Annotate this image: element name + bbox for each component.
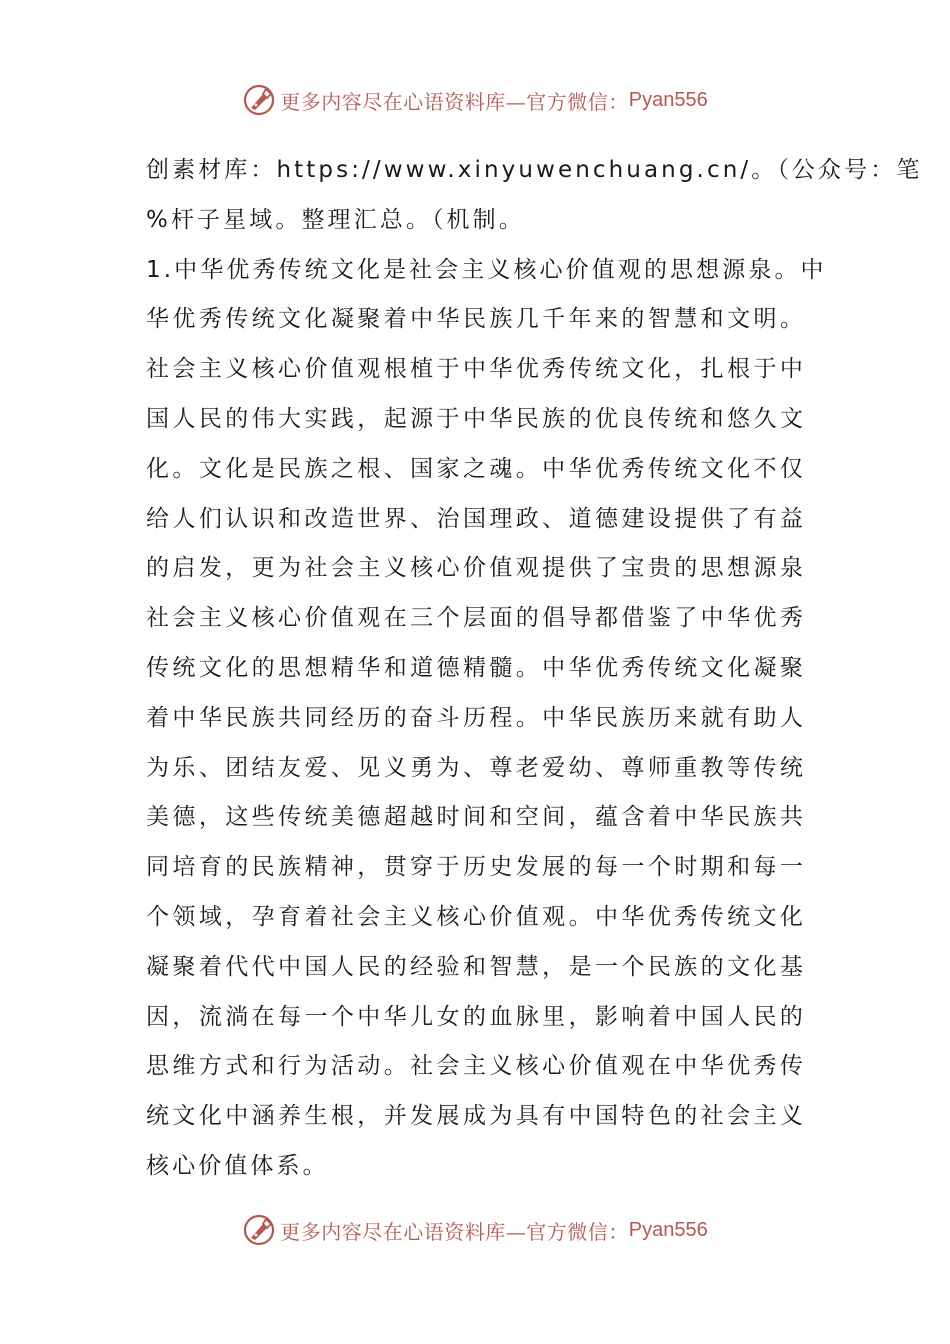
text-line: 核心价值体系。 [146,1152,329,1179]
pen-nib-logo-icon [242,1213,276,1247]
text-line: %杆子星域。整理汇总。（机制。 [146,206,525,233]
text-line: 同培育的民族精神，贯穿于历史发展的每一个时期和每一 [146,854,806,881]
header-wechat-id: Pyan556 [628,88,708,111]
footer-wechat-id: Pyan556 [628,1218,708,1241]
text-line: 的启发，更为社会主义核心价值观提供了宝贵的思想源泉 [146,555,806,582]
document-body [146,146,923,1192]
text-line: 创素材库：https://www.xinyuwenchuang.cn/。（公众号：笔 [146,157,923,183]
text-line: 美德，这些传统美德超越时间和空间，蕴含着中华民族共 [146,804,806,831]
header-banner [0,80,950,120]
header-banner-text: 更多内容尽在心语资料库—官方微信： [280,89,629,114]
pen-nib-logo-icon [242,83,276,117]
text-line: 为乐、团结友爱、见义勇为、尊老爱幼、尊师重教等传统 [146,754,806,781]
text-line: 华优秀传统文化凝聚着中华民族几千年来的智慧和文明。 [146,306,806,333]
text-line: 1.中华优秀传统文化是社会主义核心价值观的思想源泉。中 [146,256,827,283]
text-line: 国人民的伟大实践，起源于中华民族的优良传统和悠久文 [146,405,806,432]
footer-banner-text: 更多内容尽在心语资料库—官方微信： [280,1219,629,1244]
text-line: 传统文化的思想精华和道德精髓。中华优秀传统文化凝聚 [146,654,806,681]
footer-banner [0,1210,950,1250]
text-line: 思维方式和行为活动。社会主义核心价值观在中华优秀传 [146,1053,806,1080]
text-line: 社会主义核心价值观在三个层面的倡导都借鉴了中华优秀 [146,605,806,632]
text-line: 着中华民族共同经历的奋斗历程。中华民族历来就有助人 [146,704,806,731]
text-line: 凝聚着代代中国人民的经验和智慧，是一个民族的文化基 [146,953,806,980]
text-line: 因，流淌在每一个中华儿女的血脉里，影响着中国人民的 [146,1003,806,1030]
text-line: 统文化中涵养生根，并发展成为具有中国特色的社会主义 [146,1103,806,1130]
text-line: 个领域，孕育着社会主义核心价值观。中华优秀传统文化 [146,903,806,930]
text-line: 社会主义核心价值观根植于中华优秀传统文化，扎根于中 [146,356,806,383]
text-line: 给人们认识和改造世界、治国理政、道德建设提供了有益 [146,505,806,532]
text-line: 化。文化是民族之根、国家之魂。中华优秀传统文化不仅 [146,455,806,482]
